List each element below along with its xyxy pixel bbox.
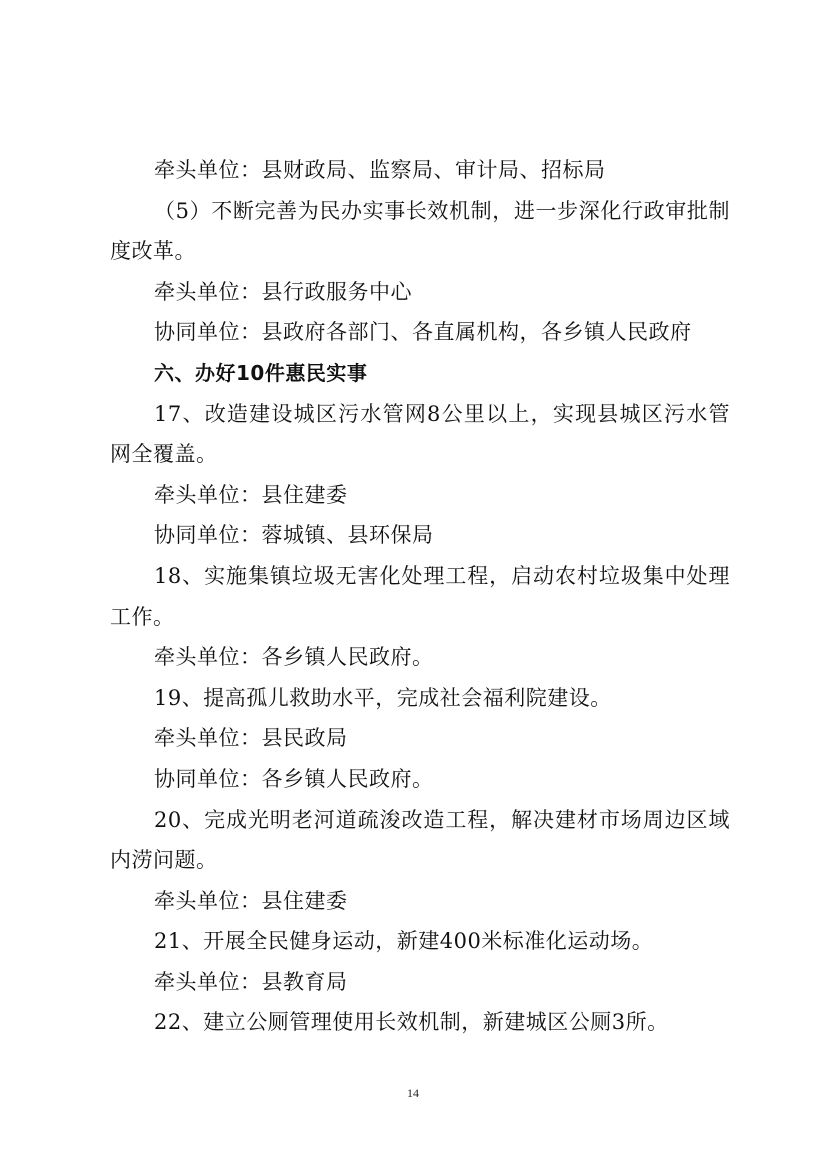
item-5-paragraph-line2: 度改革。: [110, 239, 196, 264]
item-19-paragraph: 19、提高孤儿救助水平，完成社会福利院建设。: [154, 685, 612, 710]
lead-unit-line: 牵头单位：县民政局: [154, 726, 348, 751]
item-17-paragraph-line2: 网全覆盖。: [110, 442, 218, 467]
section-heading: 六、办好10件惠民实事: [154, 360, 368, 385]
item-18-paragraph-line1: 18、实施集镇垃圾无害化处理工程，启动农村垃圾集中处理: [154, 563, 730, 588]
lead-unit-line: 牵头单位：县住建委: [154, 482, 348, 507]
page-number: 14: [407, 1086, 419, 1100]
cooperating-unit-line: 协同单位：蓉城镇、县环保局: [154, 523, 434, 548]
cooperating-unit-line: 协同单位：各乡镇人民政府。: [154, 766, 434, 791]
lead-unit-line: 牵头单位：县教育局: [154, 969, 348, 994]
lead-unit-line: 牵头单位：各乡镇人民政府。: [154, 645, 434, 670]
lead-unit-line: 牵头单位：县行政服务中心: [154, 279, 412, 304]
document-body: [110, 150, 730, 1043]
item-22-paragraph: 22、建立公厕管理使用长效机制，新建城区公厕3所。: [154, 1010, 669, 1035]
item-5-paragraph-line1: （5）不断完善为民办实事长效机制，进一步深化行政审批制: [154, 198, 730, 223]
item-20-paragraph-line1: 20、完成光明老河道疏浚改造工程，解决建材市场周边区域: [154, 807, 730, 832]
lead-unit-line: 牵头单位：县财政局、监察局、审计局、招标局: [154, 158, 606, 182]
item-18-paragraph-line2: 工作。: [110, 604, 175, 629]
cooperating-unit-line: 协同单位：县政府各部门、各直属机构，各乡镇人民政府: [154, 320, 692, 345]
lead-unit-line: 牵头单位：县住建委: [154, 888, 348, 913]
item-20-paragraph-line2: 内涝问题。: [110, 848, 218, 873]
item-21-paragraph: 21、开展全民健身运动，新建400米标准化运动场。: [154, 929, 654, 954]
item-17-paragraph-line1: 17、改造建设城区污水管网8公里以上，实现县城区污水管: [154, 401, 730, 426]
